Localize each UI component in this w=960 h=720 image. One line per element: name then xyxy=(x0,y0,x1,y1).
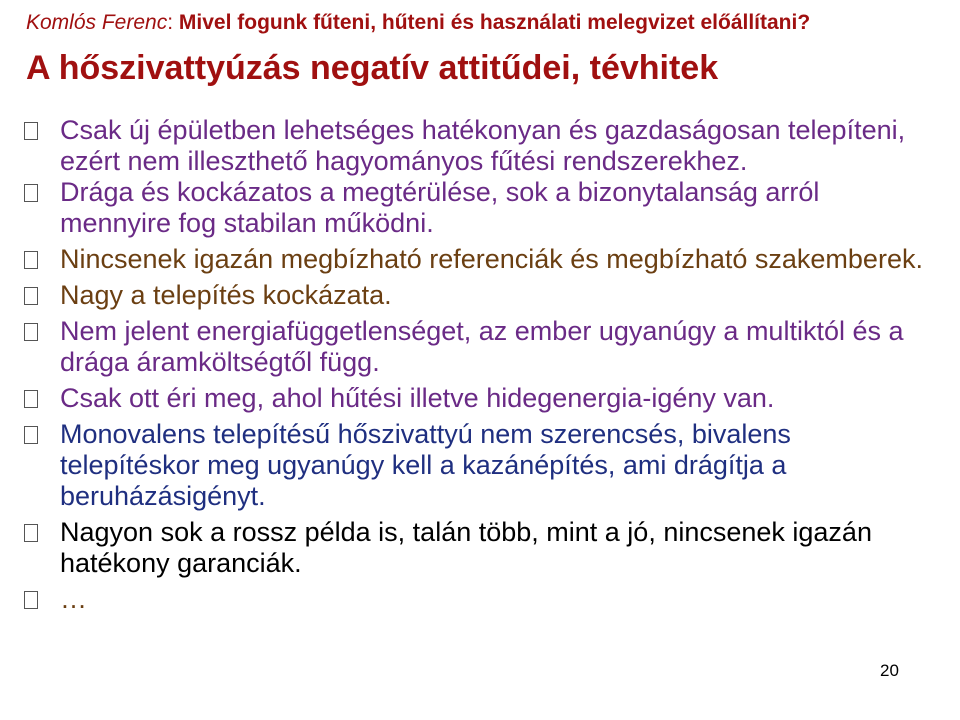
bullet-text: Nagy a telepítés kockázata. xyxy=(60,280,392,310)
bullet-item xyxy=(24,383,936,414)
bullet-item xyxy=(24,244,936,275)
bullet-box-icon xyxy=(24,251,38,269)
bullet-item xyxy=(24,419,936,512)
bullet-item xyxy=(24,316,936,378)
bullet-text: Drága és kockázatos a megtérülése, sok a bizonytalanság arról mennyire fog stabilan működni. xyxy=(60,177,820,238)
bullet-box-icon xyxy=(24,323,38,341)
bullet-box-icon xyxy=(24,426,38,444)
bullet-box-icon xyxy=(24,390,38,408)
bullet-item xyxy=(24,584,936,615)
header-separator: : xyxy=(167,11,179,34)
bullet-item xyxy=(24,177,936,239)
bullet-text: Nincsenek igazán megbízható referenciák és megbízható szakemberek. xyxy=(60,244,923,274)
bullet-text: Nem jelent energiafüggetlenséget, az ember ugyanúgy a multiktól és a drága áramköltségtől függ. xyxy=(60,316,904,377)
bullet-text: Csak új épületben lehetséges hatékonyan és gazdaságosan telepíteni, ezért nem illeszthető hagyományos fűtési rendszerekhez. xyxy=(60,115,906,176)
bullet-box-icon xyxy=(24,524,38,542)
bullet-text: Csak ott éri meg, ahol hűtési illetve hidegenergia-igény van. xyxy=(60,383,775,413)
bullet-text: … xyxy=(60,584,87,614)
bullet-box-icon xyxy=(24,287,38,305)
bullet-box-icon xyxy=(24,122,38,140)
bullet-box-icon xyxy=(24,591,38,609)
slide-title: A hőszivattyúzás negatív attitűdei, tévhitek xyxy=(26,49,719,87)
bullet-text: Nagyon sok a rossz példa is, talán több, mint a jó, nincsenek igazán hatékony garanciák. xyxy=(60,517,872,578)
bullet-box-icon xyxy=(24,184,38,202)
slide-header xyxy=(26,10,946,36)
bullet-item xyxy=(24,115,936,177)
presentation-subtitle: Mivel fogunk fűteni, hűteni és használati melegvizet előállítani? xyxy=(178,11,811,34)
author-name: Komlós Ferenc xyxy=(26,11,168,34)
bullet-item xyxy=(24,517,936,579)
page-number: 20 xyxy=(880,661,899,680)
bullet-text: Monovalens telepítésű hőszivattyú nem szerencsés, bivalens telepítéskor meg ugyanúgy kell a kazánépítés, ami drágítja a beruházásigényt. xyxy=(60,419,791,511)
bullet-item xyxy=(24,280,936,311)
bullet-list xyxy=(24,115,936,615)
